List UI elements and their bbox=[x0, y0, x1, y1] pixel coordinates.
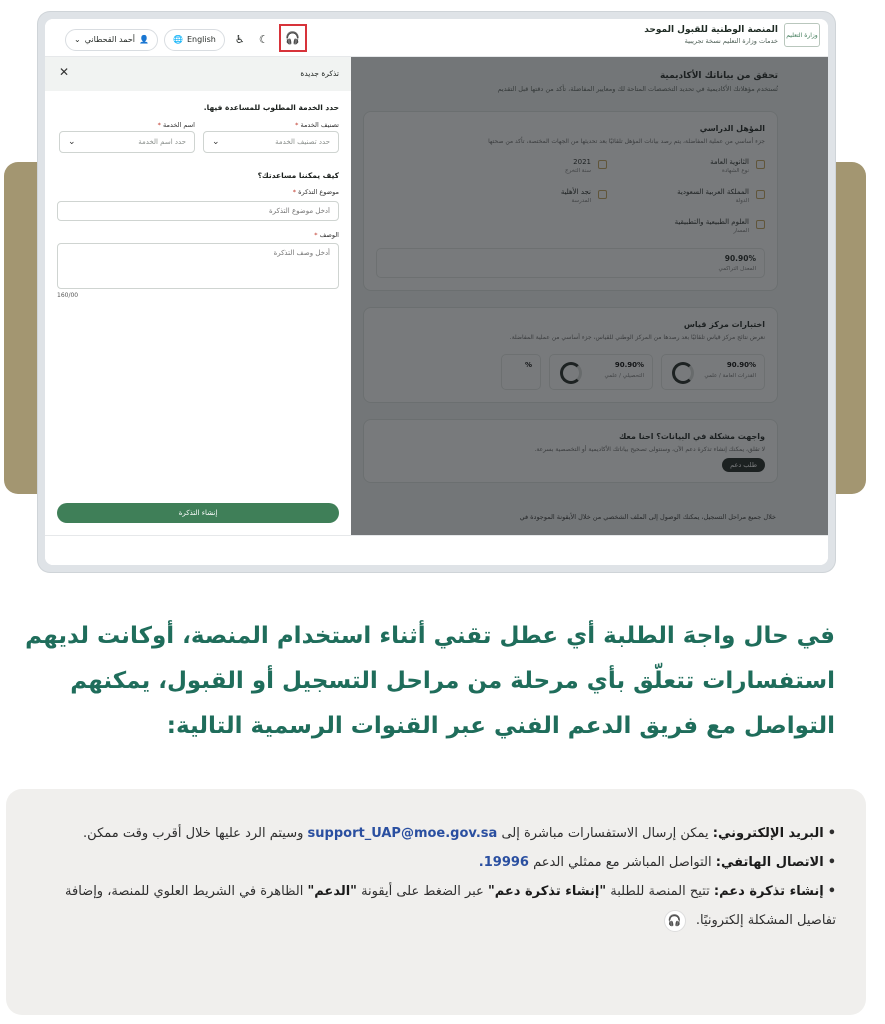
brand bbox=[644, 23, 820, 47]
support-channels-box bbox=[6, 789, 866, 1015]
intro-heading: في حال واجهَ الطلبة أي عطل تقني أثناء استخدام المنصة، أوكانت لديهم استفسارات تتعلّق بأي مرحلة من مراحل التسجيل أو القبول، يمكنهم التواصل مع فريق الدعم الفني عبر القنوات الرسمية التالية: bbox=[25, 623, 835, 739]
ticket-channel: •إنشاء تذكرة دعم: تتيح المنصة للطلبة "إنشاء تذكرة دعم" عبر الضغط على أيقونة "الدعم" الظاهرة في الشريط العلوي للمنصة، وإضافة تفاصيل المشكلة إلكترونيًا. 🎧 bbox=[36, 877, 836, 935]
support-button[interactable] bbox=[279, 24, 307, 52]
accessibility-icon: ♿ bbox=[234, 33, 245, 46]
chevron-down-icon: ⌄ bbox=[74, 35, 81, 44]
service-name-label: اسم الخدمة * bbox=[157, 121, 195, 129]
window-footer bbox=[45, 535, 828, 565]
top-bar bbox=[45, 19, 828, 57]
section-help-heading: كيف يمكننا مساعدتك؟ bbox=[257, 171, 339, 180]
screenshot-frame bbox=[38, 12, 835, 572]
create-ticket-button[interactable]: إنشاء التذكرة bbox=[57, 503, 339, 523]
brand-subtitle: خدمات وزارة التعليم نسخة تجريبية bbox=[684, 37, 778, 45]
email-channel: •البريد الإلكتروني: يمكن إرسال الاستفسارات مباشرة إلى support_UAP@moe.gov.sa وسيتم الرد عليها خلال أقرب وقت ممكن. bbox=[83, 826, 836, 841]
subject-label: موضوع التذكرة * bbox=[292, 188, 339, 196]
close-icon[interactable]: ✕ bbox=[59, 65, 70, 79]
panel-title: تذكرة جديدة bbox=[300, 69, 339, 78]
modal-overlay[interactable] bbox=[351, 57, 828, 535]
dark-mode-button[interactable] bbox=[255, 29, 273, 51]
accessibility-button[interactable] bbox=[231, 29, 249, 51]
support-phone-number[interactable]: 19996. bbox=[478, 855, 529, 870]
app-window bbox=[45, 19, 828, 565]
description-textarea[interactable] bbox=[57, 243, 339, 289]
language-button[interactable] bbox=[164, 29, 225, 51]
service-category-label: تصنيف الخدمة * bbox=[295, 121, 339, 129]
service-name-select[interactable]: حدد اسم الخدمة ⌄ bbox=[59, 131, 195, 153]
headset-icon: 🎧 bbox=[285, 31, 301, 45]
new-ticket-panel bbox=[45, 57, 351, 535]
section-service-heading: حدد الخدمة المطلوب للمساعدة فيها. bbox=[203, 103, 339, 112]
subject-input[interactable] bbox=[57, 201, 339, 221]
service-category-select[interactable]: حدد تصنيف الخدمة ⌄ bbox=[203, 131, 339, 153]
chevron-down-icon: ⌄ bbox=[212, 137, 220, 147]
ticket-form bbox=[45, 91, 351, 535]
moon-icon: ☾ bbox=[258, 33, 269, 46]
description-label: الوصف * bbox=[314, 231, 339, 239]
moe-logo: وزارة التعليم bbox=[784, 23, 820, 47]
chevron-down-icon: ⌄ bbox=[68, 137, 76, 147]
headset-icon: 🎧 bbox=[664, 910, 686, 932]
panel-header bbox=[45, 57, 351, 91]
support-email-link[interactable]: support_UAP@moe.gov.sa bbox=[307, 826, 498, 841]
globe-icon: 🌐 bbox=[172, 35, 183, 44]
user-icon: 👤 bbox=[139, 35, 149, 44]
brand-title: المنصة الوطنية للقبول الموحد bbox=[644, 25, 778, 35]
top-bar-actions bbox=[65, 27, 307, 52]
user-name: أحمد القحطاني bbox=[84, 35, 136, 44]
phone-channel: •الاتصال الهاتفي: التواصل المباشر مع ممثلي الدعم 19996. bbox=[478, 855, 836, 870]
char-counter: 160/00 bbox=[57, 292, 79, 299]
user-menu-button[interactable] bbox=[65, 29, 158, 51]
language-label: English bbox=[186, 35, 216, 44]
